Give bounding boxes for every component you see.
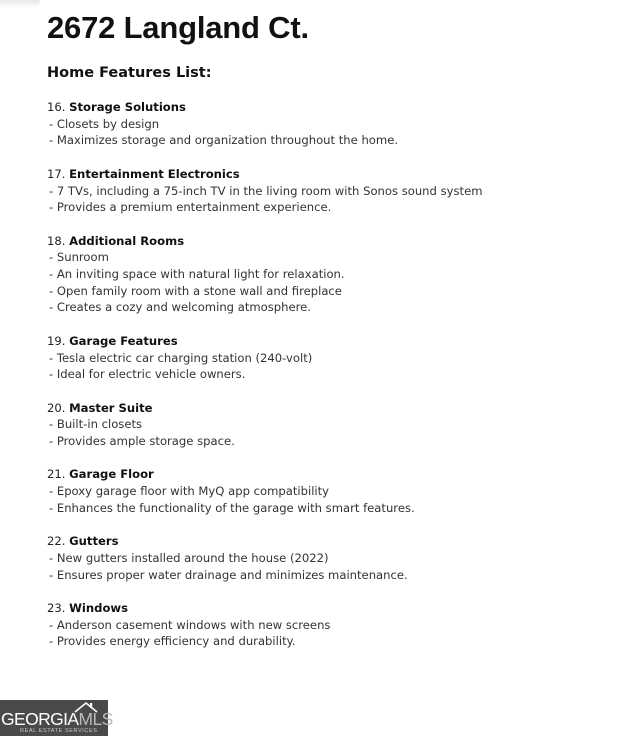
feature-title: [47, 166, 617, 183]
logo-word-main: GEORGIA: [1, 709, 79, 729]
feature-number: 20.: [47, 400, 66, 415]
feature-detail-line: - Anderson casement windows with new screens: [49, 617, 331, 632]
feature-title: [47, 333, 617, 350]
feature-detail-line: - Closets by design: [49, 116, 160, 131]
feature-detail-line: - Ensures proper water drainage and minimizes maintenance.: [49, 567, 408, 582]
corner-smudge: [0, 0, 40, 8]
feature-number: 21.: [47, 467, 66, 482]
feature-detail-line: - Open family room with a stone wall and fireplace: [49, 283, 342, 298]
logo-wordmark: [1, 709, 113, 729]
feature-detail-line: - 7 TVs, including a 75-inch TV in the living room with Sonos sound system: [49, 183, 483, 198]
feature-number: 23.: [47, 600, 66, 615]
feature-detail-line: - Creates a cozy and welcoming atmosphere.: [49, 300, 311, 315]
feature-section: [47, 600, 617, 650]
feature-detail-line: - Tesla electric car charging station (240-volt): [49, 350, 313, 365]
feature-title: [47, 233, 617, 250]
georgia-mls-logo: [0, 700, 113, 736]
feature-name: Additional Rooms: [69, 233, 185, 248]
feature-section: [47, 333, 617, 383]
feature-name: Entertainment Electronics: [69, 166, 240, 181]
feature-detail-line: - Maximizes storage and organization throughout the home.: [49, 133, 399, 148]
feature-number: 16.: [47, 100, 66, 114]
feature-detail-line: - Epoxy garage floor with MyQ app compatibility: [49, 484, 330, 499]
feature-title: [47, 400, 617, 417]
feature-number: 19.: [47, 333, 66, 348]
feature-name: Storage Solutions: [69, 100, 186, 114]
feature-section: [47, 400, 617, 450]
feature-detail-line: - Built-in closets: [49, 417, 143, 432]
page-title: 2672 Langland Ct.: [47, 10, 309, 45]
feature-section: [47, 99, 617, 149]
feature-number: 22.: [47, 534, 66, 549]
logo-subtitle: REAL ESTATE SERVICES: [20, 728, 98, 734]
feature-name: Master Suite: [69, 400, 153, 415]
feature-title: [47, 533, 617, 550]
feature-name: Garage Floor: [69, 467, 154, 482]
feature-title: [47, 99, 617, 116]
feature-number: 18.: [47, 233, 66, 248]
features-list-heading: Home Features List:: [47, 65, 212, 81]
feature-detail-line: - Provides ample storage space.: [49, 434, 235, 448]
feature-name: Windows: [69, 600, 129, 615]
logo-word-accent: MLS: [78, 709, 113, 729]
feature-name: Garage Features: [69, 333, 178, 348]
feature-detail-line: - Provides energy efficiency and durability.: [49, 634, 296, 649]
feature-detail-line: - New gutters installed around the house (2022): [49, 550, 329, 565]
feature-number: 17.: [47, 166, 66, 181]
feature-title: [47, 600, 617, 617]
feature-detail-line: - Sunroom: [49, 250, 109, 265]
feature-name: Gutters: [69, 534, 119, 549]
features-list: [47, 99, 617, 667]
feature-section: [47, 533, 617, 583]
feature-detail-line: - Provides a premium entertainment experience.: [49, 200, 332, 215]
feature-title: [47, 466, 617, 483]
feature-detail-line: - An inviting space with natural light for relaxation.: [49, 267, 345, 281]
feature-detail-line: - Enhances the functionality of the garage with smart features.: [49, 500, 415, 515]
feature-detail-line: - Ideal for electric vehicle owners.: [49, 367, 246, 382]
feature-section: [47, 233, 617, 317]
feature-section: [47, 466, 617, 516]
feature-section: [47, 166, 617, 216]
